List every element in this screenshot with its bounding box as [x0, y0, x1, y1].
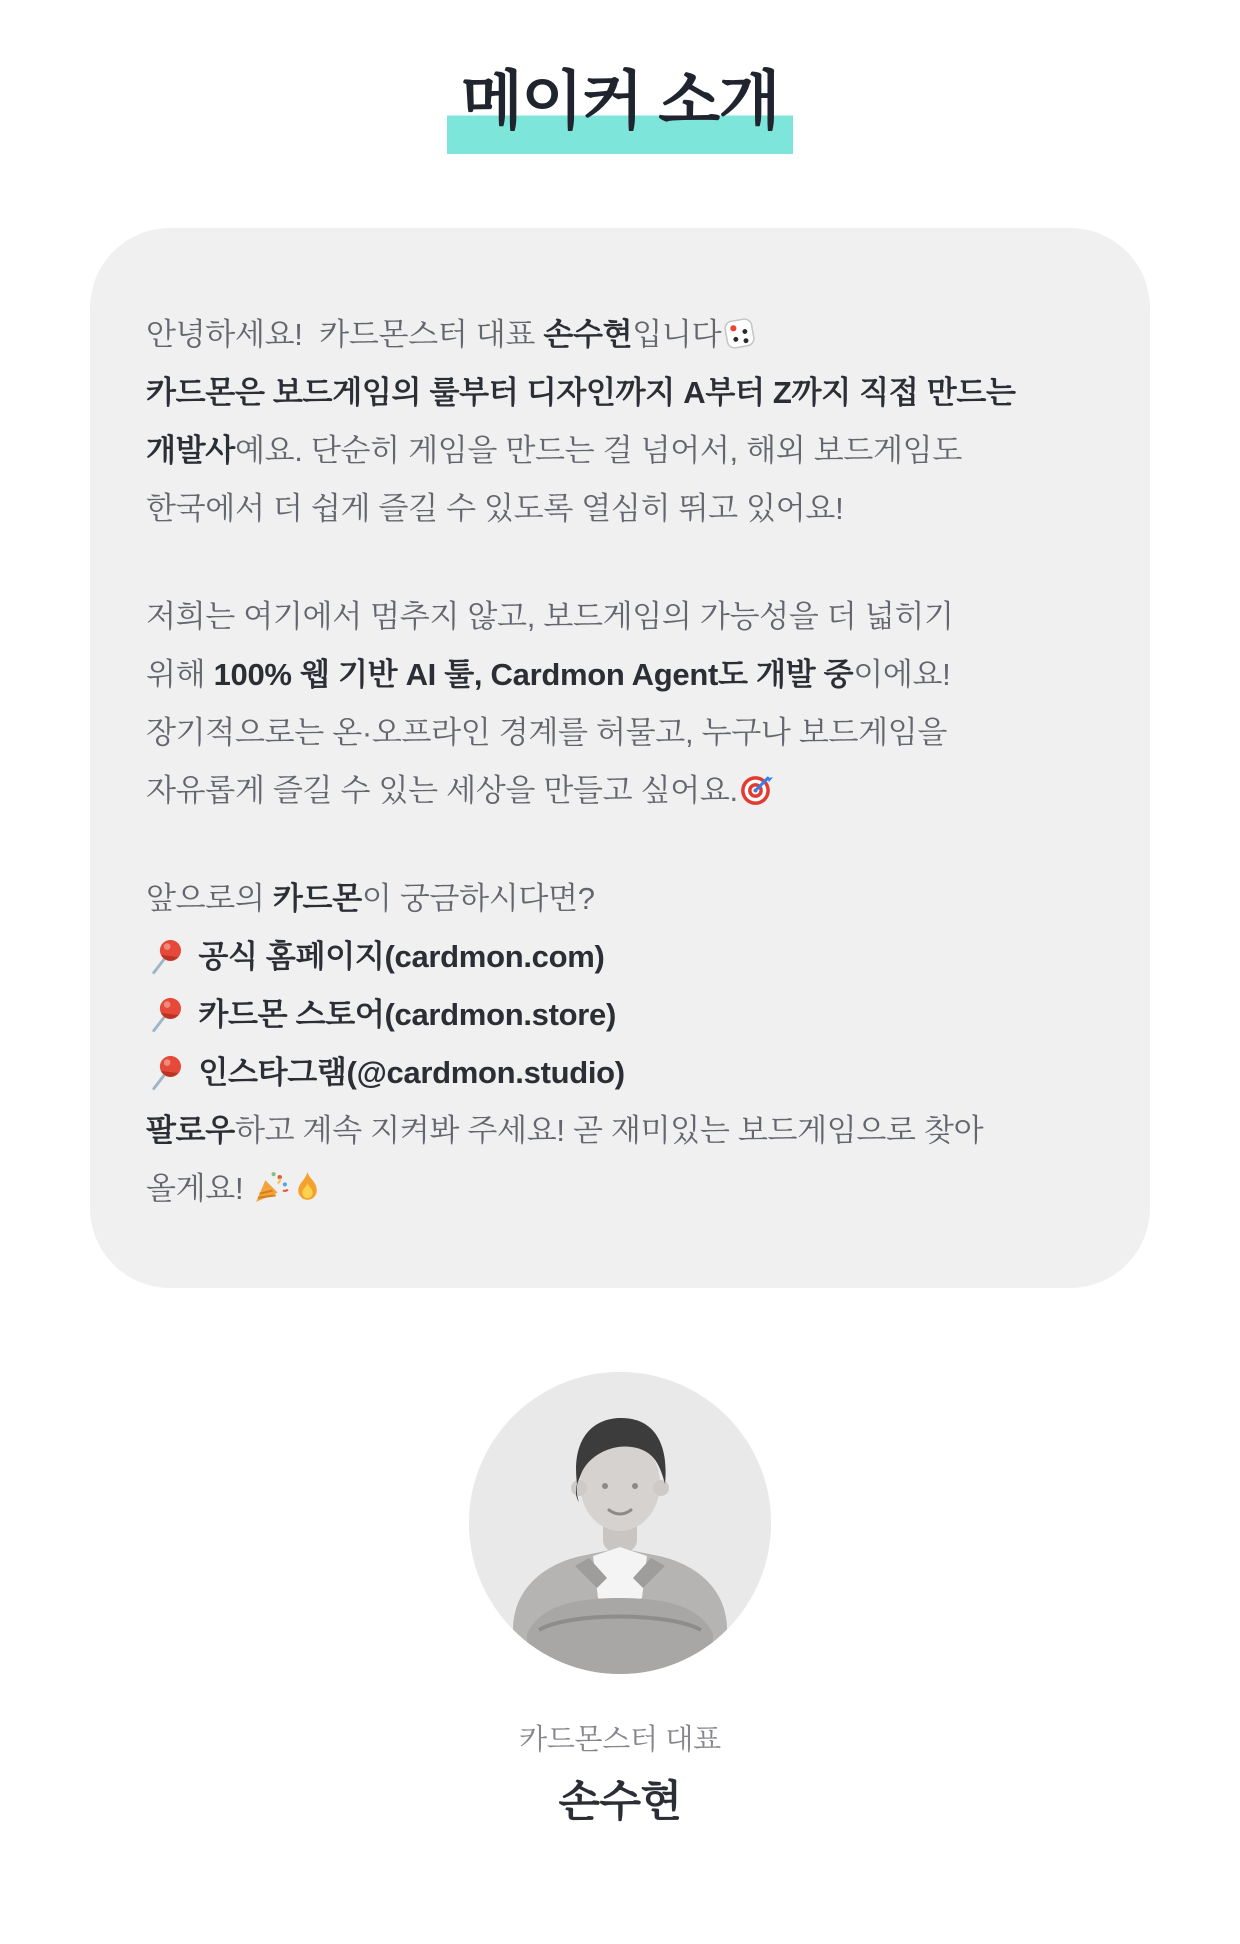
- pushpin-emoji: [146, 994, 186, 1034]
- maker-photo-section: [0, 1372, 1240, 1679]
- text-line: [146, 870, 1098, 928]
- bold-text-segment: 팔로우: [146, 1113, 235, 1148]
- text-line: [146, 986, 1098, 1044]
- text-line: [146, 1102, 1098, 1160]
- text-segment: 이 궁금하시다면?: [361, 881, 595, 916]
- party-popper-emoji: [252, 1169, 289, 1206]
- text-line: [146, 928, 1098, 986]
- text-segment: 올게요!: [146, 1171, 252, 1206]
- text-line: [146, 762, 1098, 820]
- text-line: [146, 422, 1098, 480]
- text-line: [146, 646, 1098, 704]
- text-line: [146, 1160, 1098, 1218]
- text-segment: 하고 계속 지켜봐 주세요! 곧 재미있는 보드게임으로 찾아: [234, 1113, 984, 1148]
- text-segment: 입니다: [632, 317, 722, 352]
- text-segment: 장기적으로는 온·오프라인 경계를 허물고, 누구나 보드게임을: [146, 715, 948, 750]
- text-line: [146, 704, 1098, 762]
- text-segment: 앞으로의: [146, 881, 273, 916]
- text-segment: 위해: [146, 657, 214, 692]
- maker-role: 카드몬스터 대표: [519, 1724, 721, 1756]
- pushpin-emoji: [146, 936, 186, 976]
- text-segment: 저희는 여기에서 멈추지 않고, 보드게임의 가능성을 더 넓히기: [146, 599, 954, 634]
- bold-text-segment: 카드몬 스토어(cardmon.store): [190, 997, 616, 1032]
- bold-text-segment: 카드몬은 보드게임의 룰부터 디자인까지 A부터 Z까지 직접 만드는: [146, 375, 1016, 410]
- text-segment: 예요. 단순히 게임을 만드는 걸 넘어서, 해외 보드게임도: [234, 433, 962, 468]
- bold-text-segment: 손수현: [543, 317, 633, 352]
- intro-rich-text: [146, 306, 1098, 1218]
- pushpin-emoji: [146, 1052, 186, 1092]
- bold-text-segment: 카드몬: [272, 881, 362, 916]
- title-section: [0, 0, 1240, 154]
- text-line: [146, 480, 1098, 538]
- portrait-illustration: [469, 1372, 771, 1674]
- text-line: [146, 364, 1098, 422]
- maker-intro-card: [90, 228, 1150, 1288]
- fire-emoji: [289, 1169, 326, 1206]
- intro-paragraph: [146, 870, 1098, 1218]
- maker-photo: [469, 1372, 771, 1674]
- bold-text-segment: 공식 홈페이지(cardmon.com): [190, 939, 605, 974]
- text-line: [146, 588, 1098, 646]
- page-title: 메이커 소개: [447, 58, 793, 154]
- target-emoji: [738, 771, 775, 808]
- text-segment: 이에요!: [853, 657, 951, 692]
- bold-text-segment: 100% 웹 기반 AI 툴, Cardmon Agent도 개발 중: [213, 657, 854, 692]
- intro-paragraph: [146, 588, 1098, 820]
- bold-text-segment: 인스타그램(@cardmon.studio): [190, 1055, 625, 1090]
- dice-emoji: [721, 315, 758, 352]
- text-line: [146, 1044, 1098, 1102]
- text-segment: 자유롭게 즐길 수 있는 세상을 만들고 싶어요.: [146, 773, 738, 808]
- text-segment: 한국에서 더 쉽게 즐길 수 있도록 열심히 뛰고 있어요!: [146, 491, 844, 526]
- intro-paragraph: [146, 306, 1098, 538]
- maker-name: 손수현: [558, 1778, 682, 1826]
- bold-text-segment: 개발사: [146, 433, 235, 468]
- text-segment: 안녕하세요! 카드몬스터 대표: [146, 317, 544, 352]
- text-line: [146, 306, 1098, 364]
